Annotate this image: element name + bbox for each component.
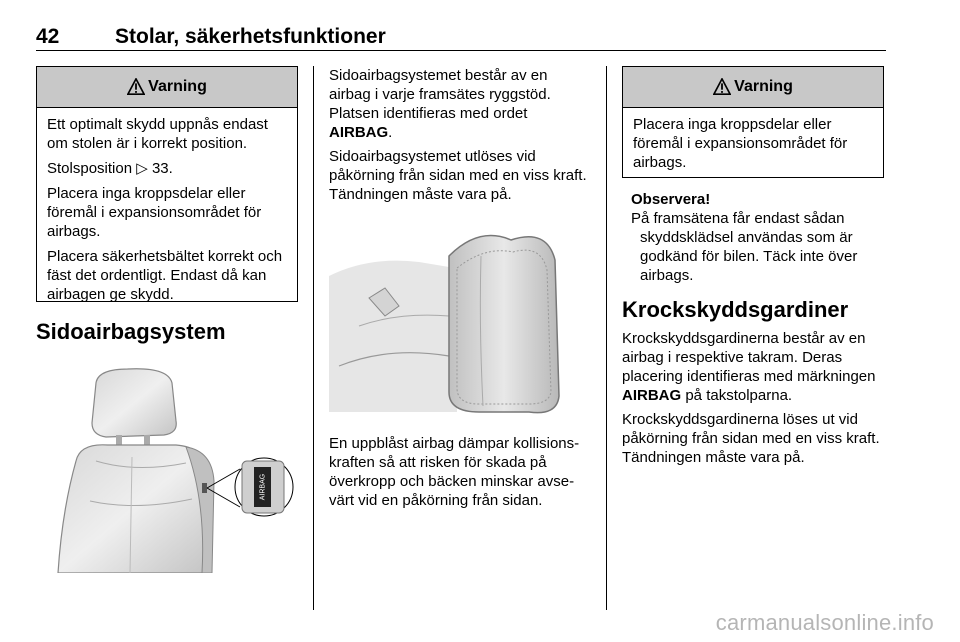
warning-body	[37, 108, 297, 310]
airbag-keyword: AIRBAG	[622, 387, 682, 404]
middle-paragraph-3: En uppblåst airbag dämpar kollisionskraften så att risken för skada på överkropp och bäcken minskar avsevärt vid en påkörning från sidan.	[329, 435, 580, 509]
chapter-title: Stolar, säkerhetsfunktioner	[115, 25, 386, 48]
airbag-label-text: AIRBAG	[259, 473, 267, 501]
warning-header	[37, 67, 297, 108]
warning-box-left	[36, 66, 298, 302]
right-paragraph-2: Krockskyddsgardinerna löses ut vid påkörning från sidan med en viss kraft. Tändningen måste vara på.	[622, 411, 880, 466]
warning-triangle-icon	[127, 78, 145, 96]
warning-paragraph: Placera säkerhetsbältet korrekt och fäst det ordentligt. Endast då kan airbagen ge skydd.	[47, 248, 283, 303]
warning-title: Varning	[148, 78, 207, 95]
inflated-side-airbag-illustration	[329, 216, 593, 420]
airbag-keyword: AIRBAG	[329, 124, 389, 141]
middle-paragraph-1: Sidoairbagsystemet består av en airbag i varje framsätes ryggstöd. Platsen identifieras med ordet AIRBAG.	[329, 67, 551, 141]
left-column	[36, 50, 298, 573]
watermark: carmanualsonline.info	[715, 610, 934, 635]
page-number: 42	[36, 25, 60, 48]
column-divider-1	[313, 66, 314, 610]
warning-paragraph: Placera inga kroppsdelar eller föremål i expansionsområdet för airbags.	[47, 185, 262, 240]
middle-column	[329, 50, 593, 515]
right-paragraph-1: Krockskyddsgardinerna består av en airbag i respektive takram. Deras placering identifieras med märkningen AIRBAG på takstolparna.	[622, 330, 876, 404]
warning-title: Varning	[734, 78, 793, 95]
warning-body	[623, 108, 883, 178]
seat-position-label: Stolsposition	[47, 160, 133, 177]
section-title-side-airbag: Sidoairbagsystem	[36, 319, 226, 344]
seat-position-ref	[47, 159, 287, 178]
warning-triangle-icon	[713, 78, 731, 96]
note-title: Observera!	[631, 191, 711, 208]
column-divider-2	[606, 66, 607, 610]
warning-paragraph: Placera inga kroppsdelar eller föremål i expansionsområdet för airbags.	[633, 116, 848, 171]
warning-paragraph: Ett optimalt skydd uppnås endast om stolen är i korrekt position.	[47, 116, 268, 152]
page-header	[36, 20, 886, 51]
warning-header	[623, 67, 883, 108]
seat-position-page[interactable]: 33.	[151, 160, 173, 177]
warning-box-right	[622, 66, 884, 178]
section-title-curtains: Krockskyddsgardiner	[622, 297, 849, 322]
note-text: På framsätena får endast sådan skyddsklädsel användas som är godkänd för bilen. Täck inte över airbags.	[631, 210, 858, 284]
reference-arrow-icon: ▷	[136, 160, 148, 177]
right-column	[622, 50, 886, 472]
middle-paragraph-2: Sidoairbagsystemet utlöses vid påkörning från sidan med en viss kraft. Tändningen måste vara på.	[329, 148, 587, 203]
note-block	[622, 190, 886, 285]
seat-airbag-label-illustration	[36, 361, 298, 573]
